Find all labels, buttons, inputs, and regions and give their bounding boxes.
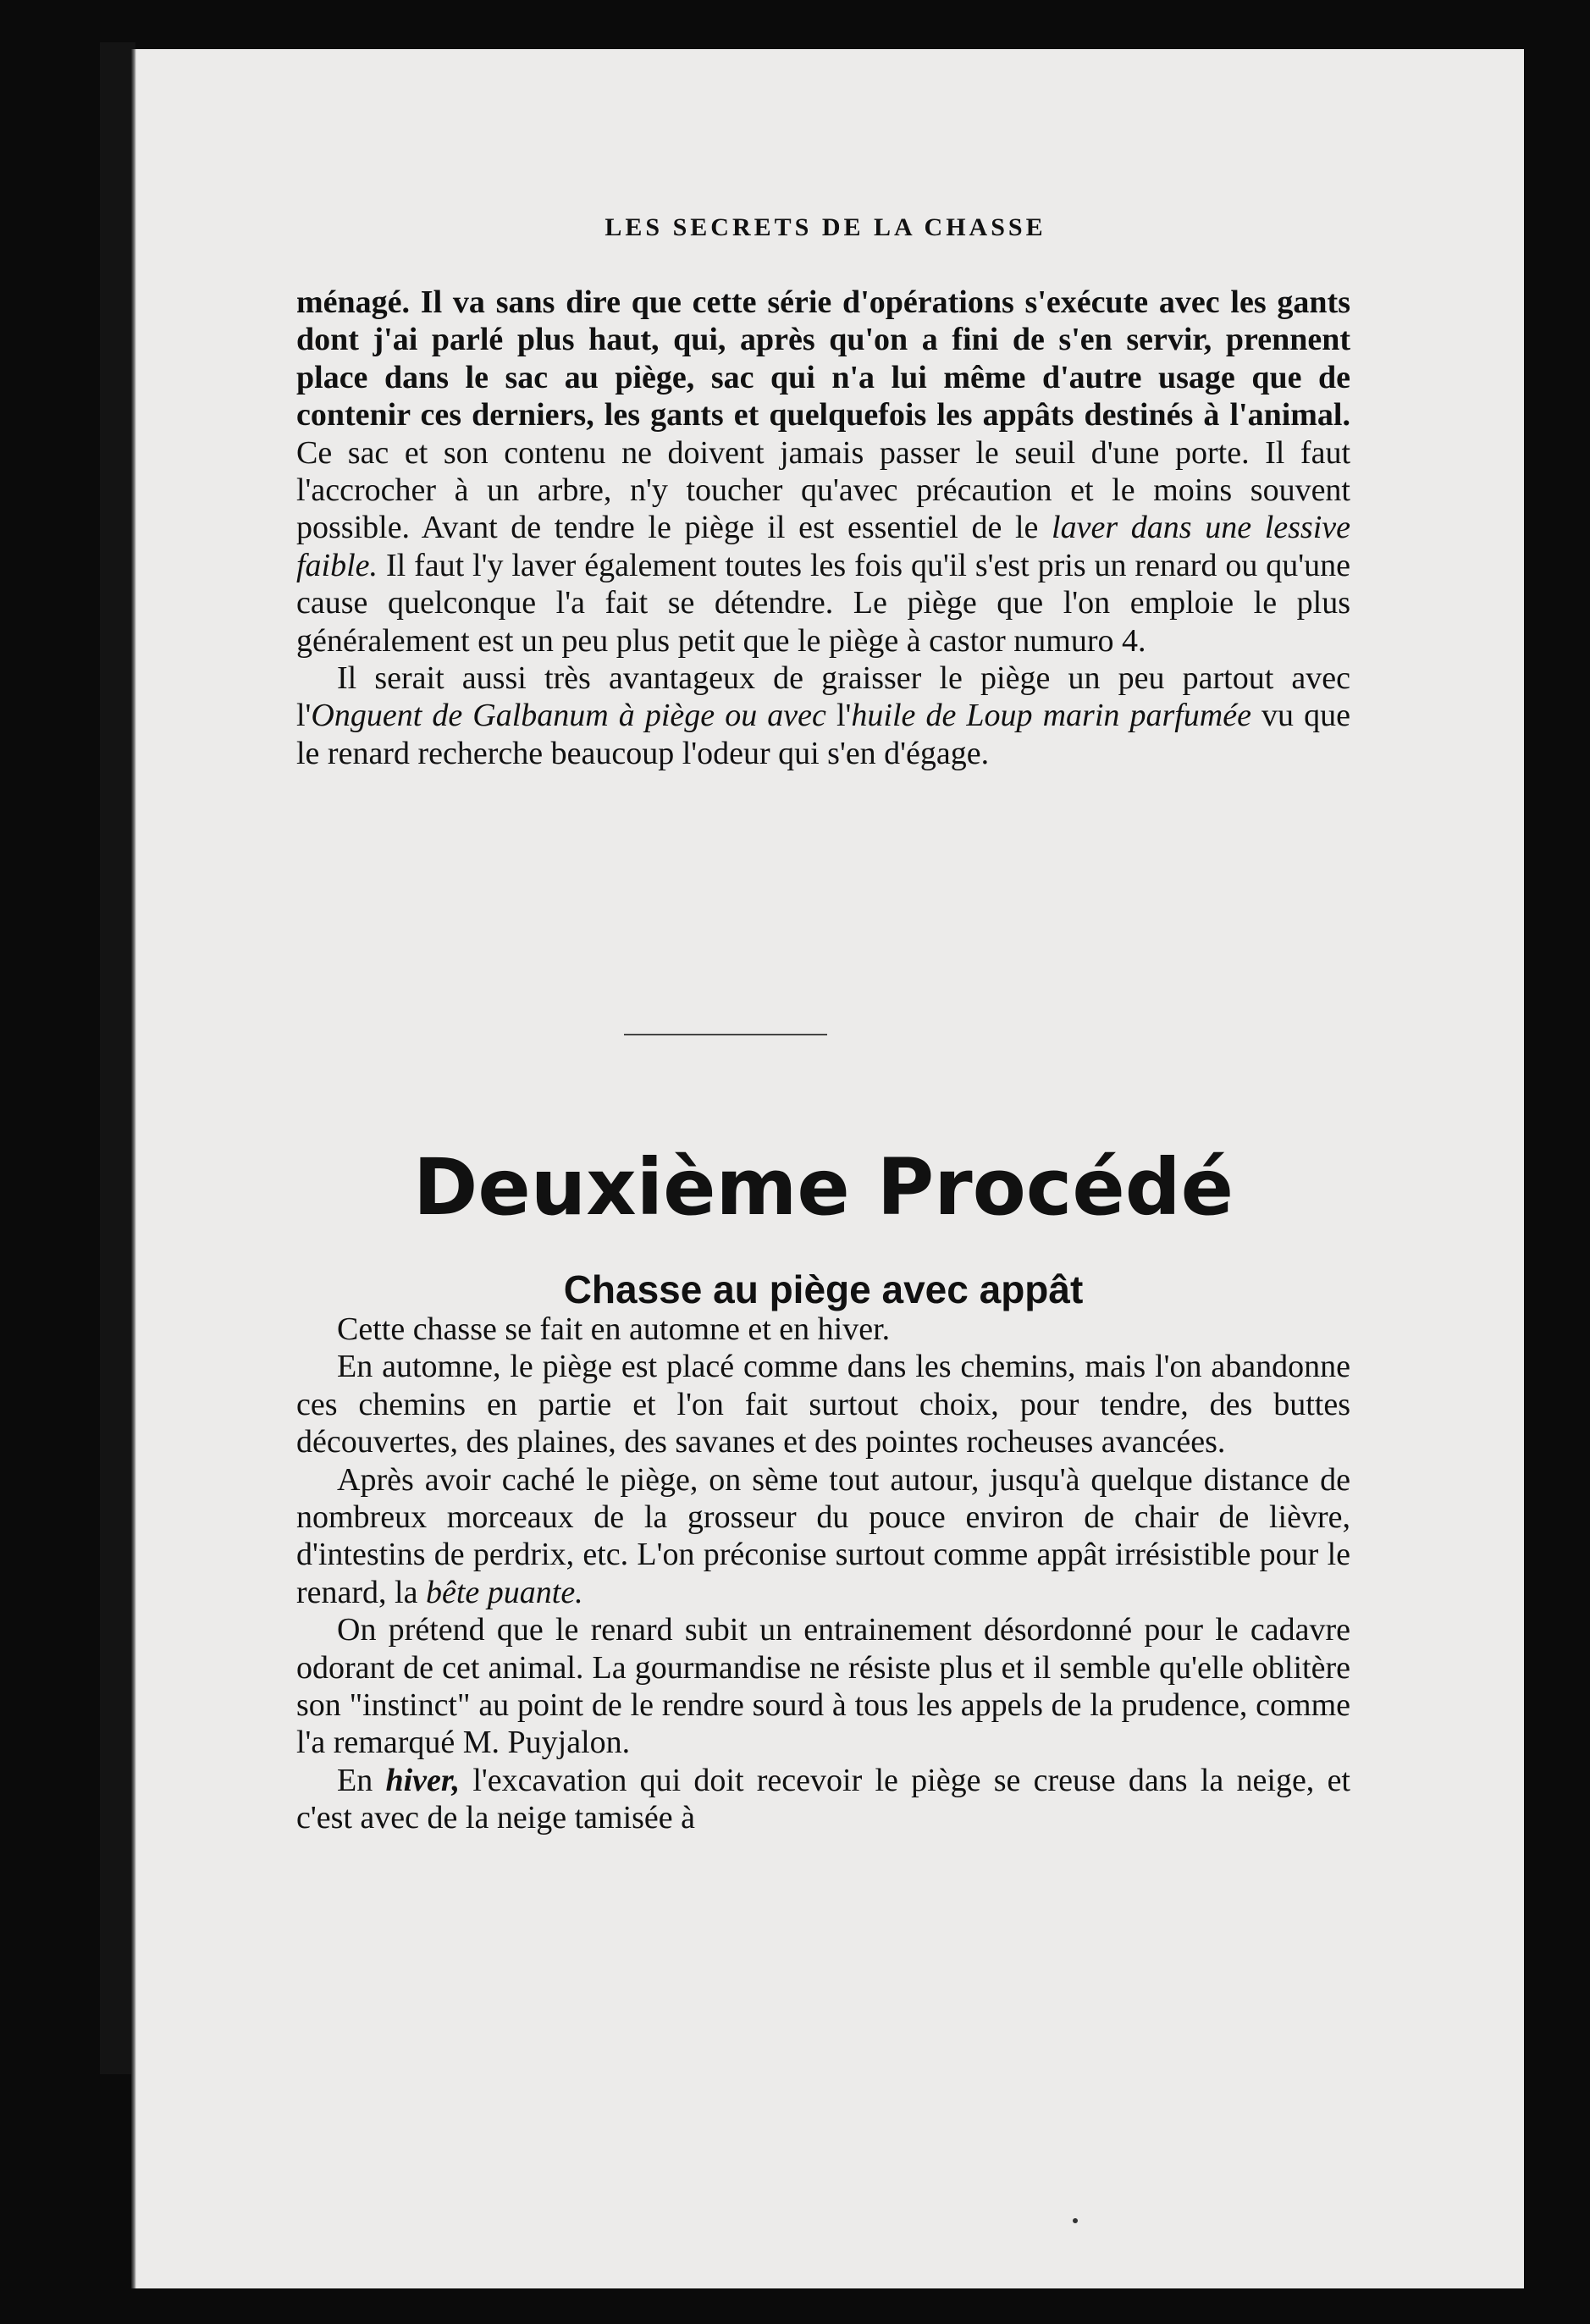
paragraph-5: [296, 1762, 1350, 1837]
paragraph-graisser-italic-2: huile de Loup marin parfumée: [851, 698, 1251, 734]
paragraph-graisser-italic-1: Onguent de Galbanum à piège ou avec: [311, 698, 826, 734]
page-speck: [1073, 2218, 1078, 2223]
paragraph-graisser-e: vu que le renard recherche beaucoup l'odeur qui s'en d'égage.: [296, 698, 1350, 771]
paragraph-2: En automne, le piège est placé comme dans les chemins, mais l'on abandonne ces chemins en partie et l'on fait surtout choix, pour tendre, des buttes découvertes, des plaines, des savanes et des pointes rocheuses avancées.: [296, 1349, 1350, 1460]
paragraph-gants-italic: laver dans une lessive faible.: [296, 510, 1350, 583]
top-text-block: [296, 284, 1350, 772]
paragraph-5-b: l'excavation qui doit recevoir le piège se creuse dans la neige, et c'est avec de la neige tamisée à: [296, 1762, 1350, 1836]
paragraph-5-a: En: [337, 1762, 386, 1798]
book-page: [131, 49, 1524, 2288]
chapter-heading: Deuxième Procédé: [412, 1142, 1234, 1233]
bottom-text-block: [296, 1311, 1350, 1837]
chapter-subheading: Chasse au piège avec appât: [563, 1267, 1084, 1311]
section-divider: [624, 1034, 827, 1035]
paragraph-3-italic: bête puante.: [425, 1574, 583, 1610]
paragraph-5-italic: hiver,: [385, 1762, 461, 1798]
paragraph-graisser: [296, 660, 1350, 772]
paragraph-gants-text: Ce sac et son contenu ne doivent jamais passer le seuil d'une porte. Il faut l'accrocher à un arbre, n'y toucher qu'avec précaution et le moins souvent possible. Avant de tendre le piège il est essentiel de le: [296, 434, 1350, 546]
paragraph-3: [296, 1461, 1350, 1612]
book-binding-shadow: [100, 42, 135, 2074]
paragraph-gants-end: Il faut l'y laver également toutes les fois qu'il s'est pris un renard ou qu'une cause quelconque l'a fait se détendre. Le piège que l'on emploie le plus généralement est un peu plus petit que le piège à castor numuro 4.: [296, 547, 1350, 659]
paragraph-1: Cette chasse se fait en automne et en hiver.: [337, 1311, 891, 1347]
paragraph-4: On prétend que le renard subit un entrainement désordonné pour le cadavre odorant de cet animal. La gourmandise ne résiste plus et il semble qu'elle oblitère son "instinct" au point de le rendre sourd à tous les appels de la prudence, comme l'a remarqué M. Puyjalon.: [296, 1612, 1350, 1761]
paragraph-graisser-a: Il serait aussi très avantageux de graisser le piège un peu partout avec l': [296, 660, 1350, 734]
paragraph-gants-bold: ménagé. Il va sans dire que cette série d'opérations s'exécute avec les gants dont j'ai parlé plus haut, qui, après qu'on a fini de s'en servir, prennent place dans le sac au piège, sac qui n'a lui même d'autre usage que de contenir ces derniers, les gants et quelquefois les appâts destinés à l'animal.: [296, 284, 1350, 433]
page-gutter: [131, 49, 136, 2288]
paragraph-3-text: Après avoir caché le piège, on sème tout autour, jusqu'à quelque distance de nombreux morceaux de la grosseur du pouce environ de chair de lièvre, d'intestins de perdrix, etc. L'on préconise surtout comme appât irrésistible pour le renard, la: [296, 1461, 1350, 1610]
paragraph-graisser-c: l': [825, 698, 852, 734]
paragraph-gants: [296, 284, 1350, 660]
running-head: LES SECRETS DE LA CHASSE: [605, 213, 1046, 241]
